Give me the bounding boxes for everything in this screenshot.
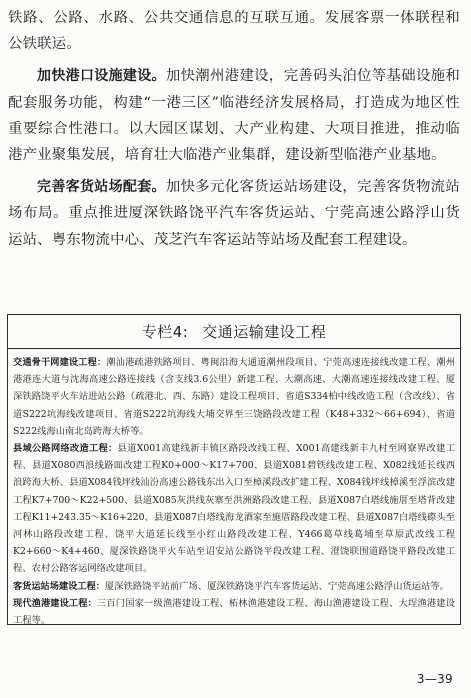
box-section-county-roads	[13, 440, 455, 578]
column-box-heading: 交通运输建设工程	[202, 323, 327, 341]
paragraph-lead: 完善客货站场配套。	[37, 179, 166, 196]
body-text	[8, 5, 460, 253]
column-box-title	[8, 315, 460, 349]
page-number: 3—39	[416, 672, 453, 686]
paragraph-text: 加快多元化客货运站场建设，完善客货物流站场布局。重点推进厦深铁路饶平汽车客货运站、宁莞高速公路浮山货运站、粤东物流中心、茂芝汽车客运站等站场及配套工程建设。	[8, 179, 460, 248]
section-text: 三百门国家一级渔港建设工程、柘林渔港建设工程、海山渔港建设工程、大埕渔港建设工程等。	[13, 597, 455, 627]
section-heading: 现代渔港建设工程：	[13, 597, 97, 609]
box-section-stations	[13, 578, 455, 595]
section-text: 厦深铁路饶平站前广场、厦深铁路饶平汽车客货运站、宁莞高速公路浮山货运站等。	[104, 580, 449, 592]
section-text: 县道X001高建线新丰镇区路段改线工程、X001高建线新丰九村至网寮界改建工程、县道X080西浪线路面改建工程K0+000～K17+700、县道X081碧铁线改建工程、X082线延长线西浪跨海大桥、县道X084钱坪线汕汾高速公路钱东出入口至樟溪段改扩建工程、X084钱坪线樟溪至浮滨改建工程K7+700～K22+500、县道X085灰洪线灰寨至洪洲路段改建工程、县道X087白塔线施厝至塔背改建工程K11+243.35～K16+220、县道X087白塔线海龙酒家至施厝路段改建工程、县道X087白塔线磜头至河林山路段改建工程、饶平大道延长线至小红山路段改建工程、Y466葛草线葛埔至草原武改线工程K2+660～K4+460、厦深铁路饶平火车站至诏安站公路饶平段改建工程、澄饶联围道路饶平路段改建工程、农村公路客运网络改建项目。	[13, 443, 455, 575]
paragraph-port-construction	[8, 63, 460, 168]
box-section-trunk-network	[13, 354, 455, 440]
box-section-fishing-ports	[13, 595, 455, 629]
paragraph-text: 加快潮州港建设，完善码头泊位等基础设施和配套服务功能，构建“一港三区”临港经济发展格局，打造成为地区性重要综合性港口。以大园区谋划、大产业构建、大项目推进，推动临港产业聚集发展，培育壮大临港产业集群，建设新型临港产业基地。	[8, 68, 460, 164]
section-heading: 交通骨干网建设工程：	[13, 357, 107, 368]
paragraph-lead: 加快港口设施建设。	[37, 68, 166, 85]
paragraph-continuation	[8, 5, 460, 57]
section-text: 潮汕港疏港铁路项目、粤闽沿海大通道潮州段项目、宁莞高速连接线改建工程、潮州港港连大道与沈海高速公路连接线（含支线3.6公里）新建工程、大潮高速、大潮高速连接线改建工程、厦深铁路饶平火车站进站公路（疏港北、西、东路）建设工程项目、省道S334柏中线改造工程（含改线）、省道S222坑海线改建项目、省道S222坑海线大埔交界至三饶路段改建工程（K48+332～66+694）、省道S222线海山南北岛跨海大桥等。	[13, 357, 455, 437]
paragraph-text: 铁路、公路、水路、公共交通信息的互联互通。发展客票一体联程和公铁联运。	[8, 10, 460, 53]
paragraph-station-facilities	[8, 174, 460, 253]
section-heading: 客货运站场建设工程：	[13, 580, 105, 592]
column-box	[7, 314, 461, 625]
column-box-body	[13, 354, 455, 629]
section-heading: 县域公路网络改造工程：	[13, 443, 118, 455]
column-box-label: 专栏4:	[141, 323, 189, 341]
